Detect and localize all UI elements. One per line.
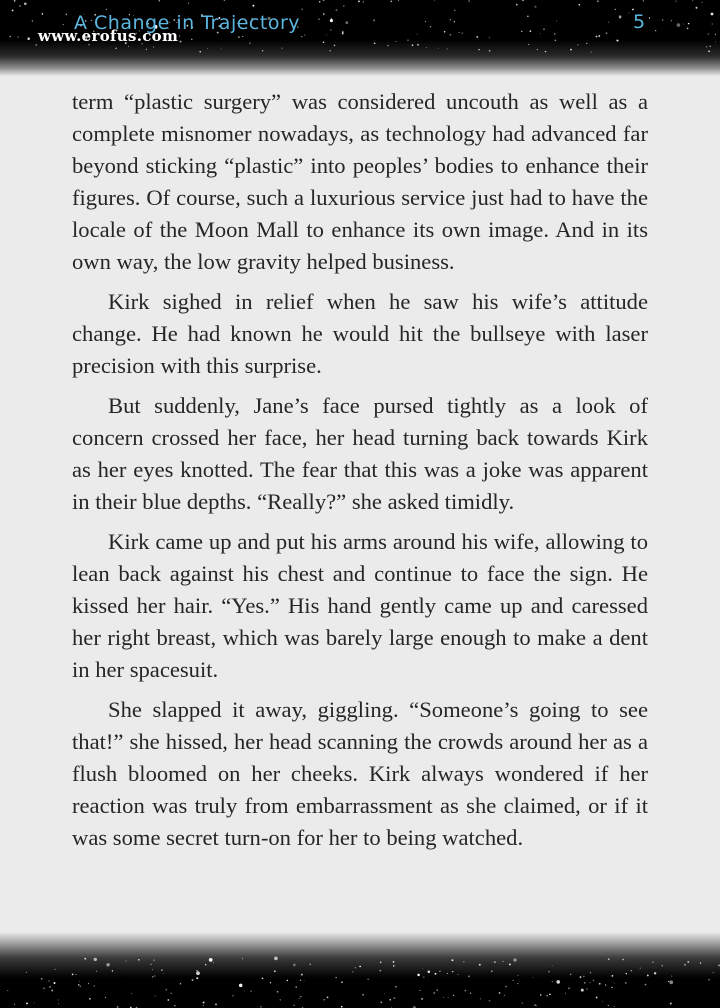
- starfield-footer: [0, 932, 720, 1008]
- starfield-footer-stars: [0, 932, 720, 1008]
- starfield-header: [0, 0, 720, 76]
- site-watermark: www.erofus.com: [38, 27, 179, 45]
- paragraph: But suddenly, Jane’s face pursed tightly as a look of concern crossed her face, her head turning back towards Kirk as her eyes knotted. The fear that this was a joke was apparent in their blue depths. “Really?” she asked timidly.: [72, 393, 648, 514]
- book-title: A Change in Trajectory: [74, 12, 300, 34]
- paragraph: term “plastic surgery” was considered uncouth as well as a complete misnomer nowadays, as technology had advanced far beyond sticking “plastic” into peoples’ bodies to enhance their figures. Of course, such a luxurious service just had to have the locale of the Moon Mall to enhance its own image. And in its own way, the low gravity helped business.: [72, 89, 648, 274]
- paragraph: Kirk sighed in relief when he saw his wife’s attitude change. He had known he would hit the bullseye with laser precision with this surprise.: [72, 289, 648, 378]
- paragraph: She slapped it away, giggling. “Someone’s going to see that!” she hissed, her head scanning the crowds around her as a flush bloomed on her cheeks. Kirk always wondered if her reaction was truly from embarrassment as she claimed, or if it was some secret turn-on for her to being watched.: [72, 697, 648, 850]
- page-number: 5: [633, 11, 646, 33]
- paragraph: Kirk came up and put his arms around his wife, allowing to lean back against his chest and continue to face the sign. He kissed her hair. “Yes.” His hand gently came up and caressed her right breast, which was barely large enough to make a dent in her spacesuit.: [72, 529, 648, 682]
- story-text: [72, 86, 648, 862]
